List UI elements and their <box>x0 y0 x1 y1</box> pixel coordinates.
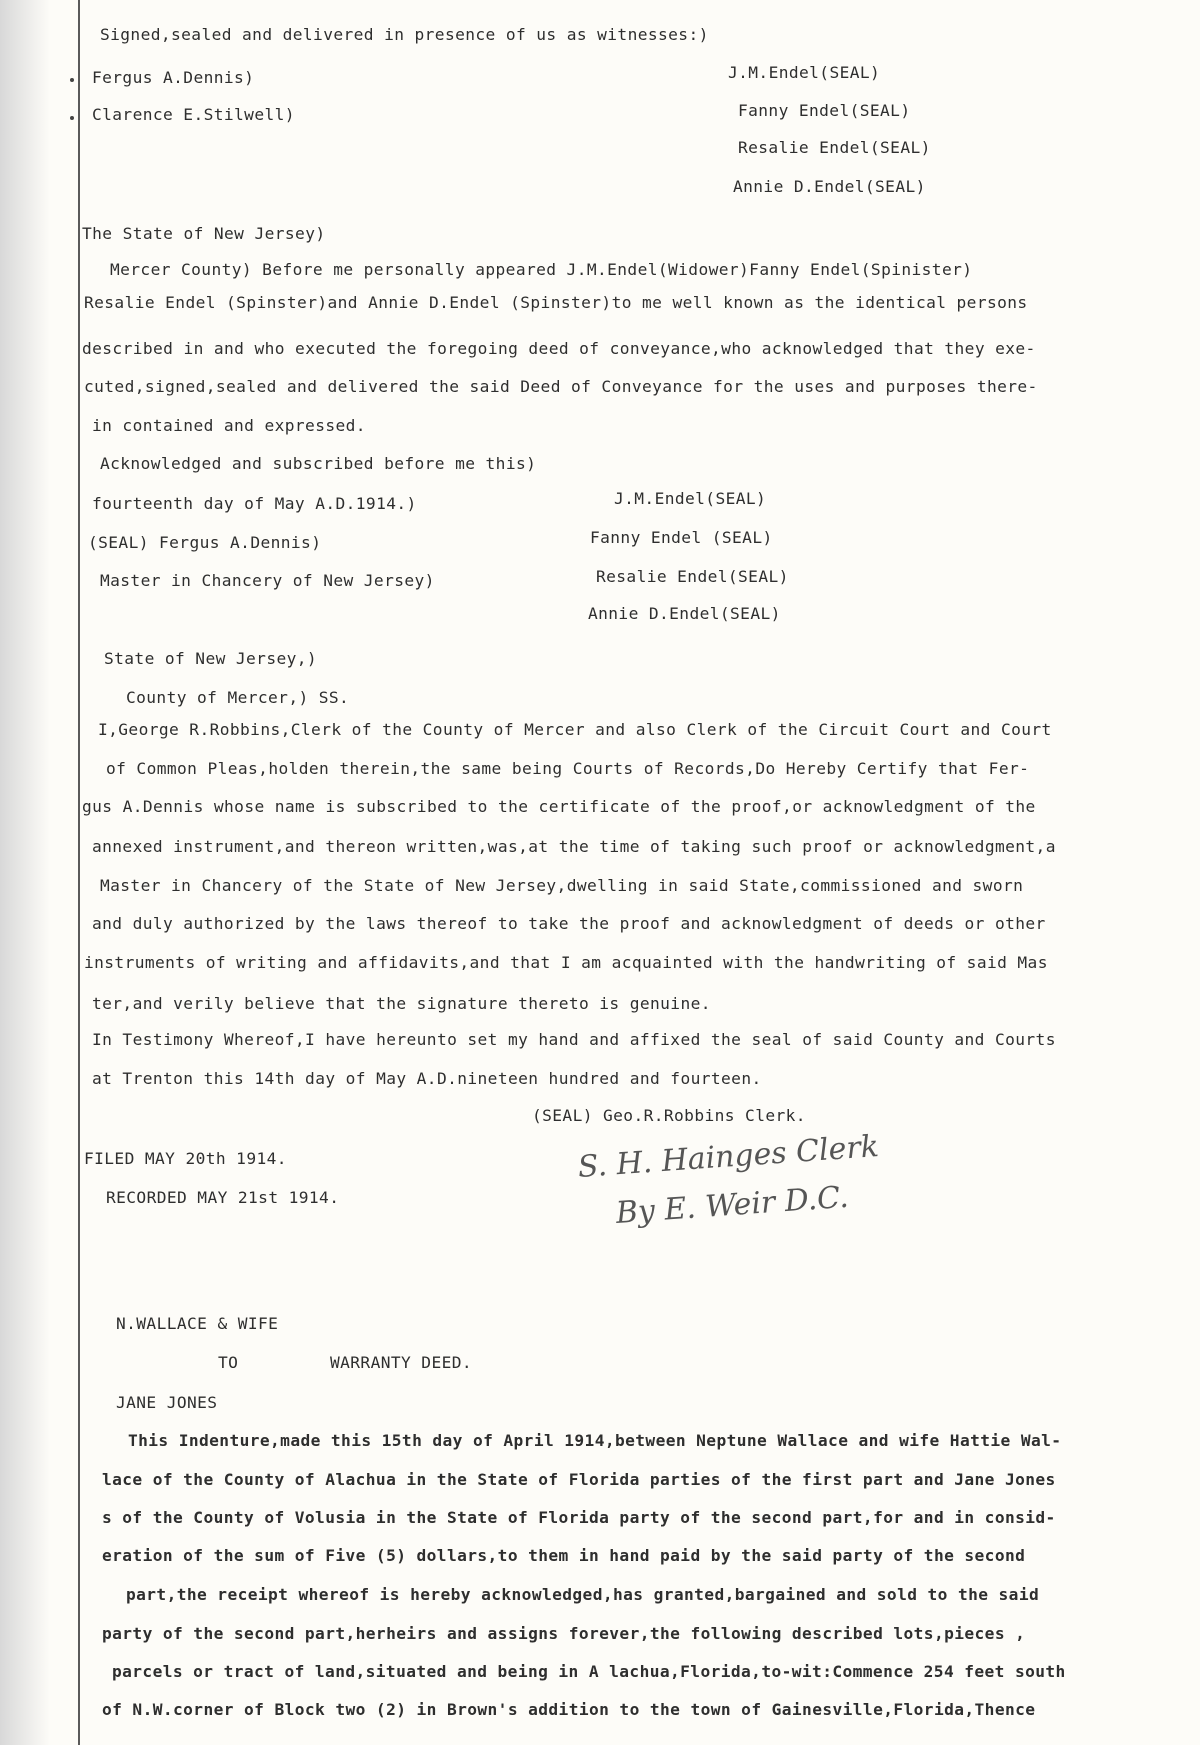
handwritten-deputy-signature: By E. Weir D.C. <box>614 1179 850 1231</box>
deed-body-line: lace of the County of Alachua in the State of Florida parties of the first part and Jane Jones <box>102 1470 1056 1489</box>
deed-to: TO <box>218 1353 239 1372</box>
grantor-signature-2: Fanny Endel(SEAL) <box>738 101 911 120</box>
ack-notary-name: (SEAL) Fergus A.Dennis) <box>88 533 322 552</box>
ack-notary-title: Master in Chancery of New Jersey) <box>100 571 435 590</box>
cert-body-line: In Testimony Whereof,I have hereunto set my hand and affixed the seal of said County and Courts <box>92 1030 1056 1049</box>
deed-body-line: s of the County of Volusia in the State of Florida party of the second part,for and in consid- <box>102 1508 1056 1527</box>
cert-county: County of Mercer,) SS. <box>126 688 350 707</box>
left-margin-rule <box>78 0 80 1745</box>
witness-name-1: Fergus A.Dennis) <box>92 68 255 87</box>
witness-header: Signed,sealed and delivered in presence of us as witnesses:) <box>100 25 709 44</box>
ack-signature-1: J.M.Endel(SEAL) <box>614 489 767 508</box>
deed-type: WARRANTY DEED. <box>330 1353 473 1372</box>
ack-body-line: described in and who executed the foregoing deed of conveyance,who acknowledged that they exe- <box>82 339 1036 358</box>
cert-state: State of New Jersey,) <box>104 649 318 668</box>
deed-body-line: parcels or tract of land,situated and being in A lachua,Florida,to-wit:Commence 254 feet south <box>112 1662 1066 1681</box>
ack-subscribed-line: Acknowledged and subscribed before me this) <box>100 454 537 473</box>
margin-dot <box>70 116 74 120</box>
deed-body-line: eration of the sum of Five (5) dollars,to them in hand paid by the said party of the second <box>102 1546 1026 1565</box>
grantor-signature-4: Annie D.Endel(SEAL) <box>733 177 926 196</box>
handwritten-clerk-signature: S. H. Hainges Clerk <box>576 1129 880 1185</box>
deed-grantor: N.WALLACE & WIFE <box>116 1314 279 1333</box>
deed-body-line: of N.W.corner of Block two (2) in Brown's addition to the town of Gainesville,Florida,Thence <box>102 1700 1036 1719</box>
grantor-signature-1: J.M.Endel(SEAL) <box>728 63 881 82</box>
cert-body-line: ter,and verily believe that the signature thereto is genuine. <box>92 994 711 1013</box>
grantor-signature-3: Resalie Endel(SEAL) <box>738 138 931 157</box>
ack-body-line: cuted,signed,sealed and delivered the said Deed of Conveyance for the uses and purposes there- <box>84 377 1038 396</box>
cert-body-line: instruments of writing and affidavits,and that I am acquainted with the handwriting of said Mas <box>84 953 1048 972</box>
ack-signature-4: Annie D.Endel(SEAL) <box>588 604 781 623</box>
cert-body-line: and duly authorized by the laws thereof to take the proof and acknowledgment of deeds or other <box>92 914 1046 933</box>
ack-signature-3: Resalie Endel(SEAL) <box>596 567 789 586</box>
cert-body-line: I,George R.Robbins,Clerk of the County of Mercer and also Clerk of the Circuit Court and Court <box>98 720 1052 739</box>
ack-body-line: in contained and expressed. <box>92 416 366 435</box>
cert-body-line: at Trenton this 14th day of May A.D.nineteen hundred and fourteen. <box>92 1069 762 1088</box>
cert-body-line: of Common Pleas,holden therein,the same being Courts of Records,Do Hereby Certify that Fer- <box>106 759 1030 778</box>
cert-clerk-signature: (SEAL) Geo.R.Robbins Clerk. <box>532 1106 806 1125</box>
deed-body-line: This Indenture,made this 15th day of April 1914,between Neptune Wallace and wife Hattie Wal- <box>128 1431 1062 1450</box>
recorded-date: RECORDED MAY 21st 1914. <box>106 1188 340 1207</box>
witness-name-2: Clarence E.Stilwell) <box>92 105 295 124</box>
deed-body-line: part,the receipt whereof is hereby acknowledged,has granted,bargained and sold to the said <box>126 1585 1040 1604</box>
ack-subscribed-date: fourteenth day of May A.D.1914.) <box>92 494 417 513</box>
page-edge-shadow <box>0 0 50 1745</box>
cert-body-line: Master in Chancery of the State of New Jersey,dwelling in said State,commissioned and sworn <box>100 876 1024 895</box>
ack-county-line: Mercer County) Before me personally appeared J.M.Endel(Widower)Fanny Endel(Spinister) <box>110 260 973 279</box>
margin-dot <box>70 78 74 82</box>
ack-state: The State of New Jersey) <box>82 224 326 243</box>
filed-date: FILED MAY 20th 1914. <box>84 1149 287 1168</box>
deed-grantee: JANE JONES <box>116 1393 218 1412</box>
deed-body-line: party of the second part,herheirs and assigns forever,the following described lots,pieces , <box>102 1624 1026 1643</box>
cert-body-line: gus A.Dennis whose name is subscribed to the certificate of the proof,or acknowledgment of the <box>82 797 1036 816</box>
cert-body-line: annexed instrument,and thereon written,was,at the time of taking such proof or acknowledgment,a <box>92 837 1056 856</box>
ack-body-line: Resalie Endel (Spinster)and Annie D.Endel (Spinster)to me well known as the identical persons <box>84 293 1028 312</box>
ack-signature-2: Fanny Endel (SEAL) <box>590 528 773 547</box>
